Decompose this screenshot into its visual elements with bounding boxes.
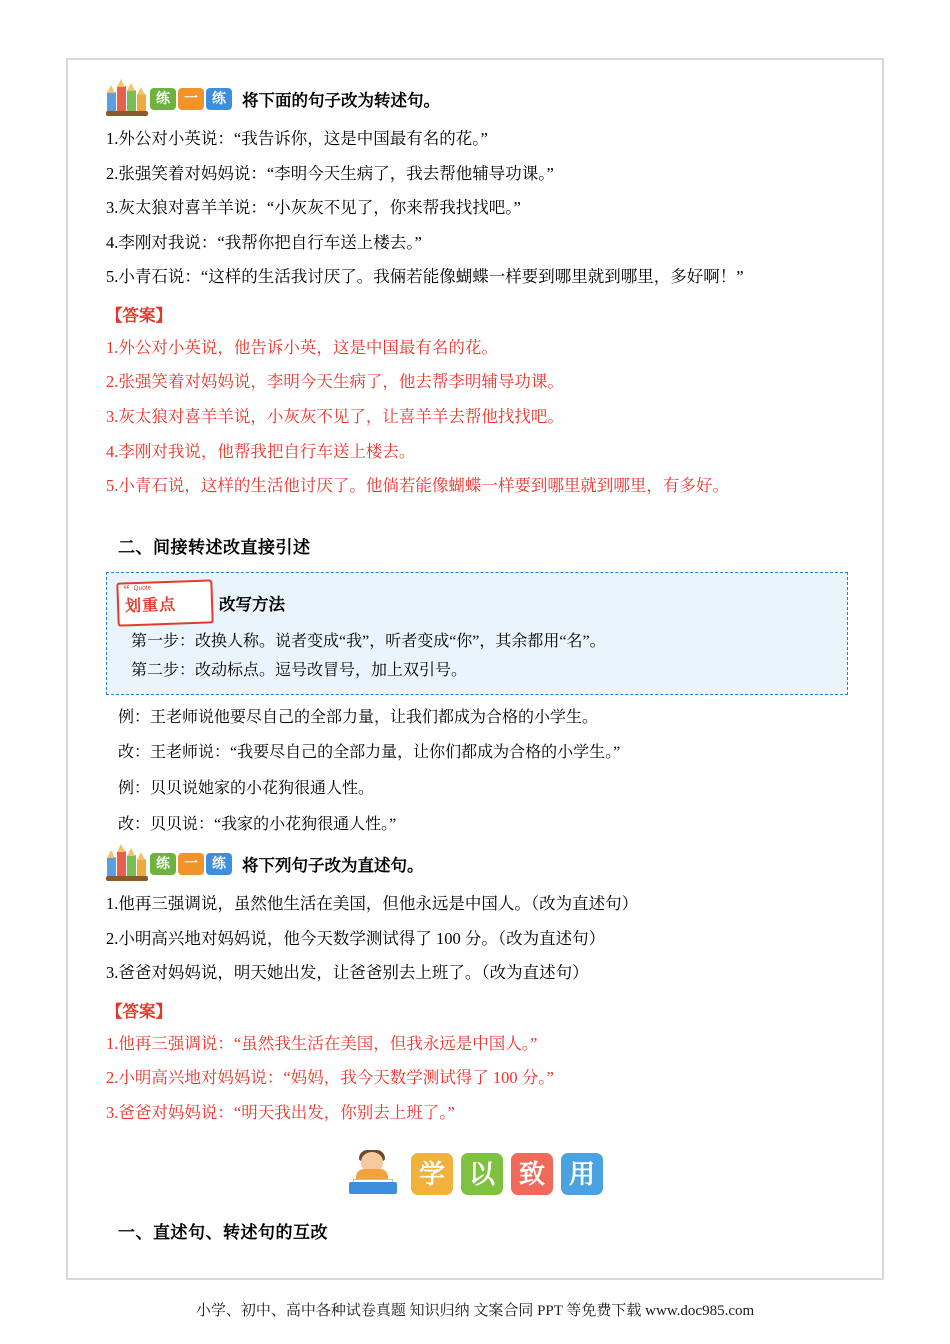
method-step: 第一步：改换人称。说者变成“我”，听者变成“你”，其余都用“名”。 <box>131 632 606 650</box>
answer-item: 4.李刚对我说，他帮我把自行车送上楼去。 <box>106 441 416 461</box>
practice-chip-2: 一 <box>178 88 204 109</box>
answer-item: 2.张强笑着对妈妈说，李明今天生病了，他去帮李明辅导功课。 <box>106 372 564 392</box>
page-content <box>96 76 858 1243</box>
pencils-icon <box>106 847 148 881</box>
answer-label: 【答案】 <box>106 1002 172 1021</box>
practice-chip-3: 练 <box>206 853 232 874</box>
key-point-text: 划重点 <box>124 596 177 616</box>
answer-item: 3.爸爸对妈妈说：“明天我出发，你别去上班了。” <box>106 1103 455 1122</box>
method-step: 第二步：改动标点。逗号改冒号，加上双引号。 <box>131 662 468 680</box>
question-item: 1.他再三强调说，虽然他生活在美国，但他永远是中国人。（改为直述句） <box>106 894 639 914</box>
question-item: 3.灰太狼对喜羊羊说：“小灰灰不见了，你来帮我找找吧。” <box>106 198 521 218</box>
question-item: 3.爸爸对妈妈说，明天她出发，让爸爸别去上班了。（改为直述句） <box>106 963 589 983</box>
quote-mark: “ <box>123 582 131 599</box>
student-reading-icon <box>347 1152 399 1196</box>
answer-label: 【答案】 <box>106 306 172 325</box>
answer-item: 2.小明高兴地对妈妈说：“妈妈，我今天数学测试得了 100 分。” <box>106 1068 554 1088</box>
practice-title-2: 将下列句子改为直述句。 <box>242 857 424 876</box>
question-item: 4.李刚对我说：“我帮你把自行车送上楼去。” <box>106 232 422 252</box>
question-item: 5.小青石说：“这样的生活我讨厌了。我倆若能像蝴蝶一样要到哪里就到哪里，多好啊！” <box>106 267 744 287</box>
practice-chip-1: 练 <box>150 853 176 874</box>
key-point-badge-icon <box>116 579 213 626</box>
page-footer <box>0 1299 950 1320</box>
quote-note: Quote <box>133 584 152 592</box>
final-section-heading: 一、直述句、转述句的互改 <box>118 1222 328 1242</box>
example-line: 改：贝贝说：“我家的小花狗很通人性。” <box>118 815 397 833</box>
answer-item: 1.外公对小英说，他告诉小英，这是中国最有名的花。 <box>106 337 498 357</box>
practice-chip-1: 练 <box>150 88 176 109</box>
banner-char-3: 致 <box>511 1153 553 1195</box>
example-line: 例：王老师说他要尽自己的全部力量，让我们都成为合格的小学生。 <box>118 708 599 726</box>
practice-chip-2: 一 <box>178 853 204 874</box>
answer-item: 5.小青石说，这样的生活他讨厌了。他倘若能像蝴蝶一样要到哪里就到哪里，有多好。 <box>106 476 729 496</box>
apply-knowledge-banner <box>96 1152 858 1196</box>
answer-item: 3.灰太狼对喜羊羊说，小灰灰不见了，让喜羊羊去帮他找找吧。 <box>106 406 564 426</box>
example-line: 例：贝贝说她家的小花狗很通人性。 <box>118 780 375 797</box>
pencils-icon <box>106 82 148 116</box>
banner-char-1: 学 <box>411 1153 453 1195</box>
practice-header-1 <box>106 82 858 116</box>
key-method-header <box>117 581 837 625</box>
question-item: 2.张强笑着对妈妈说：“李明今天生病了，我去帮他辅导功课。” <box>106 163 554 183</box>
example-line: 改：王老师说：“我要尽自己的全部力量，让你们都成为合格的小学生。” <box>118 744 621 762</box>
answer-item: 1.他再三强调说：“虽然我生活在美国，但我永远是中国人。” <box>106 1033 538 1053</box>
section-heading-two: 二、间接转述改直接引述 <box>118 537 311 557</box>
question-item: 2.小明高兴地对妈妈说，他今天数学测试得了 100 分。（改为直述句） <box>106 928 606 948</box>
practice-title-1: 将下面的句子改为转述句。 <box>242 92 440 110</box>
question-item: 1.外公对小英说：“我告诉你，这是中国最有名的花。” <box>106 129 488 148</box>
practice-header-2 <box>106 847 858 881</box>
footer-text: 小学、初中、高中各种试卷真题 知识归纳 文案合同 PPT 等免费下载 <box>195 1303 642 1319</box>
footer-site[interactable]: www.doc985.com <box>645 1303 755 1319</box>
key-method-box <box>106 572 848 695</box>
banner-char-4: 用 <box>561 1153 603 1195</box>
key-method-title: 改写方法 <box>219 595 285 614</box>
practice-chip-3: 练 <box>206 88 232 109</box>
banner-char-2: 以 <box>461 1153 503 1195</box>
